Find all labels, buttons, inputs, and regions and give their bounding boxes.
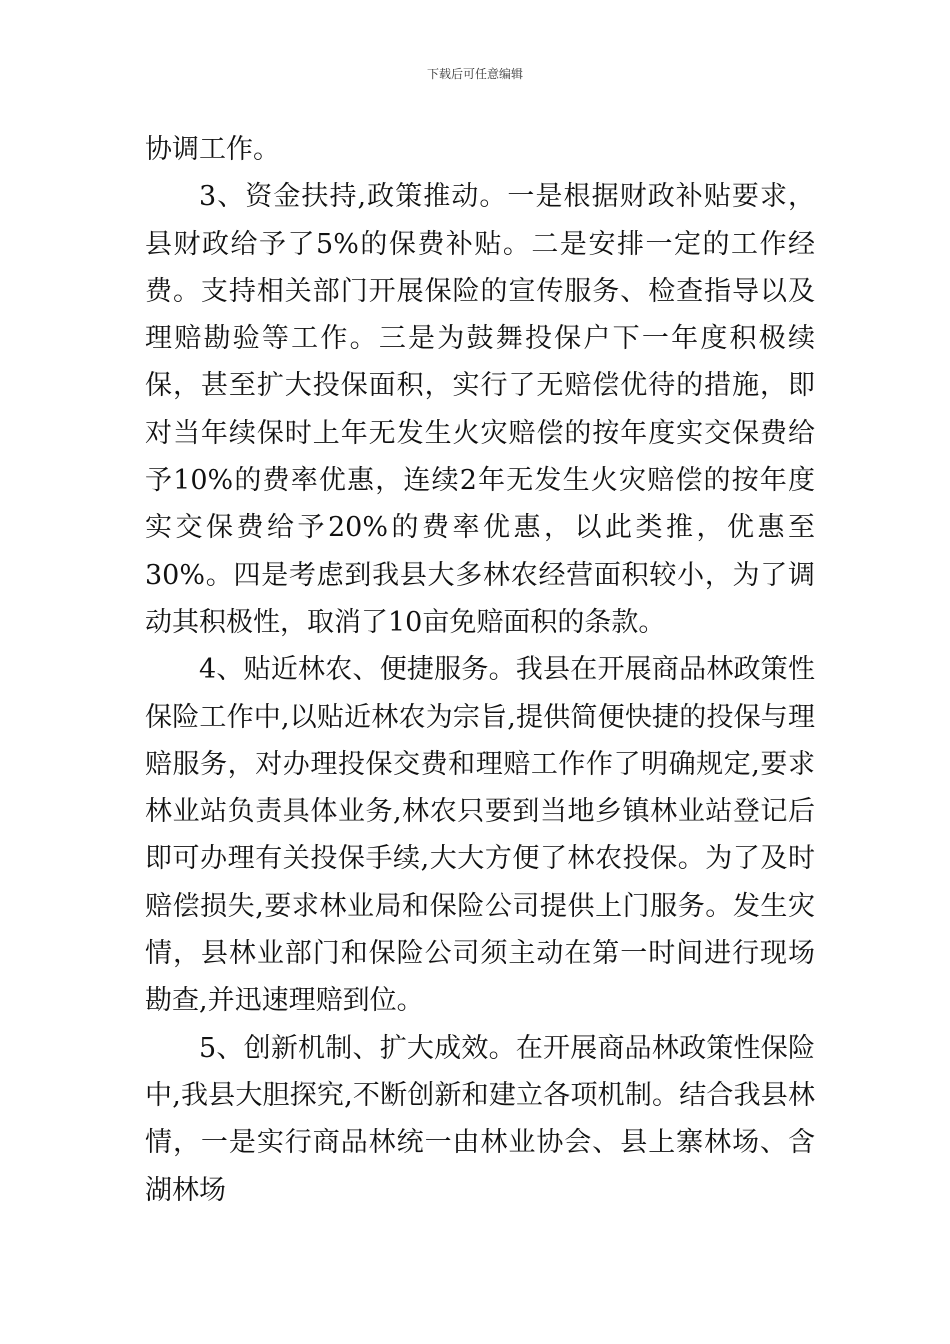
paragraph-continuation: 协调工作。	[145, 134, 280, 165]
paragraph-item-5: 5、创新机制、扩大成效。在开展商品林政策性保险中,我县大胆探究,不断创新和建立各项机制。结合我县林情，一是实行商品林统一由林业协会、县上寨林场、含湖林场	[145, 1032, 815, 1206]
paragraph-item-3: 3、资金扶持,政策推动。一是根据财政补贴要求，县财政给予了5%的保费补贴。二是安排一定的工作经费。支持相关部门开展保险的宣传服务、检查指导以及理赔勘验等工作。三是为鼓舞投保户下一年度积极续保，甚至扩大投保面积，实行了无赔偿优待的措施，即对当年续保时上年无发生火灾赔偿的按年度实交保费给予10%的费率优惠，连续2年无发生火灾赔偿的按年度实交保费给予20%的费率优惠，以此类推，优惠至30%。四是考虑到我县大多林农经营面积较小，为了调动其积极性，取消了10亩免赔面积的条款。	[145, 181, 815, 638]
header-note: 下载后可任意编辑	[426, 67, 523, 81]
document-body	[145, 126, 815, 1214]
paragraph-item-4: 4、贴近林农、便捷服务。我县在开展商品林政策性保险工作中,以贴近林农为宗旨,提供简便快捷的投保与理赔服务，对办理投保交费和理赔工作作了明确规定,要求林业站负责具体业务,林农只要到当地乡镇林业站登记后即可办理有关投保手续,大大方便了林农投保。为了及时赔偿损失,要求林业局和保险公司提供上门服务。发生灾情，县林业部门和保险公司须主动在第一时间进行现场勘查,并迅速理赔到位。	[145, 654, 815, 1017]
